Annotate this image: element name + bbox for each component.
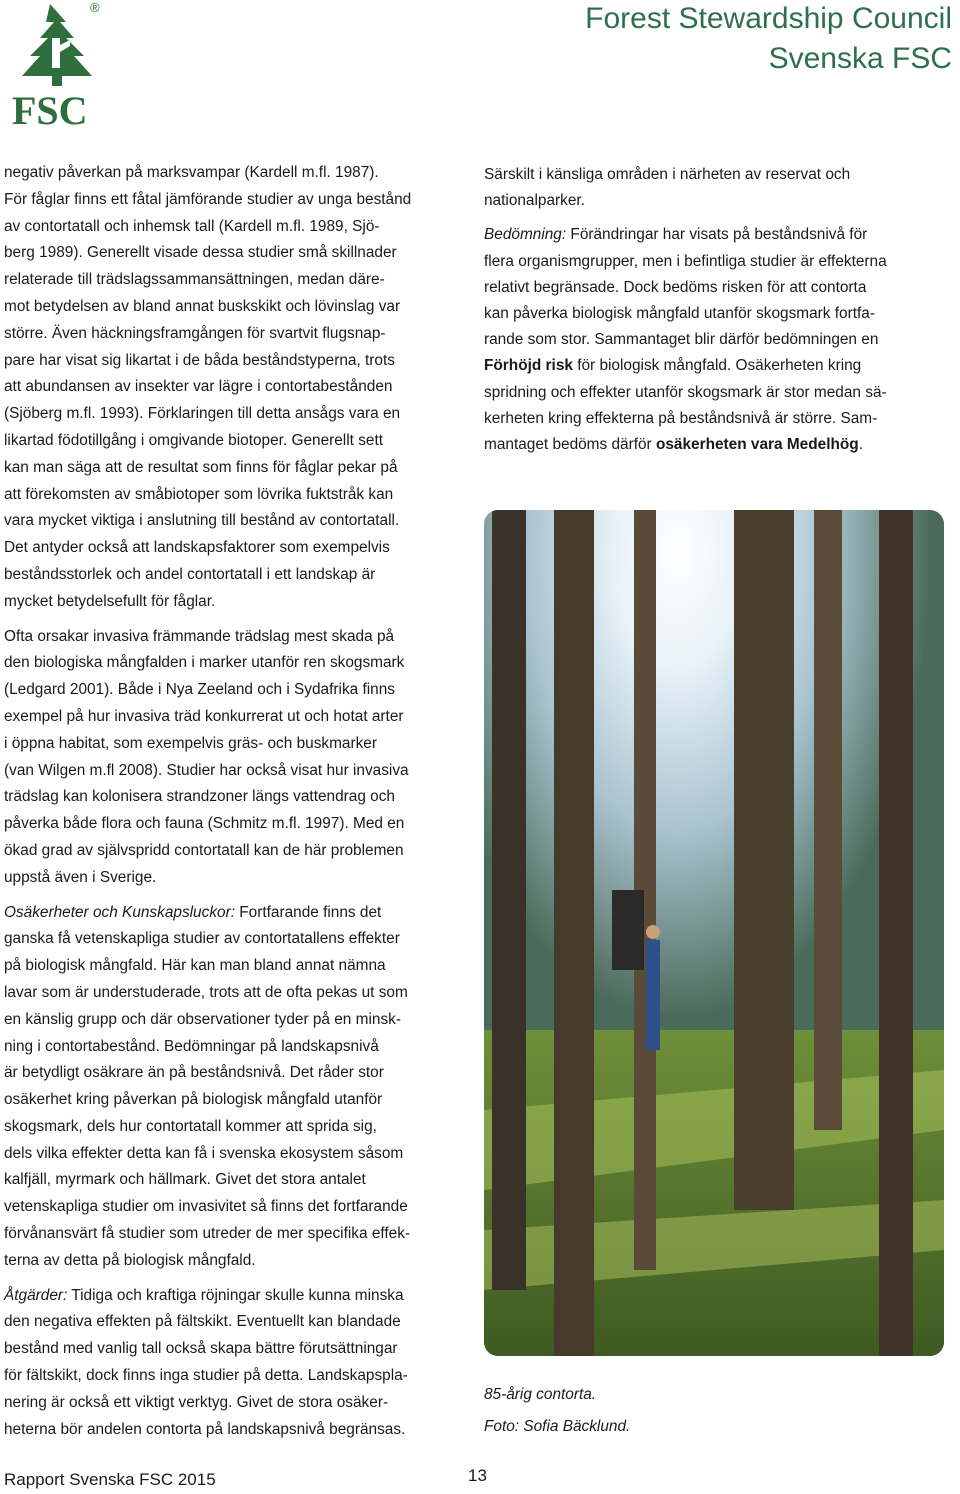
text-line <box>4 535 460 562</box>
text-line <box>4 187 460 214</box>
text-segment: . <box>858 436 863 454</box>
text-line <box>4 214 460 241</box>
text-segment: (Sjöberg m.fl. 1993). Förklaringen till detta ansågs vara en <box>4 405 401 423</box>
text-line <box>4 348 460 375</box>
text-segment: påverka både flora och fauna (Schmitz m.fl. 1997). Med en <box>4 815 405 833</box>
paragraph-gap <box>4 892 460 900</box>
text-segment: relativt begränsade. Dock bedöms risken för att contorta <box>484 278 867 296</box>
text-segment: trädslag kan kolonisera strandzoner längs vattendrag och <box>4 788 395 806</box>
text-segment: uppstå även i Sverige. <box>4 868 157 886</box>
paragraph-gap <box>4 616 460 624</box>
text-segment: skogsmark, dels hur contortatall kommer att sprida sig, <box>4 1117 377 1135</box>
text-segment: spridning och effekter utanför skogsmark är stor medan sä- <box>484 383 887 401</box>
text-line <box>4 1007 460 1034</box>
text-line <box>4 1114 460 1141</box>
text-segment: den biologiska mångfalden i marker utanför ren skogsmark <box>4 654 405 672</box>
text-line <box>484 432 946 458</box>
text-segment: kan påverka biologisk mångfald utanför skogsmark fortfa- <box>484 305 875 323</box>
text-segment: nationalparker. <box>484 192 585 210</box>
text-line <box>4 980 460 1007</box>
italic-label: Osäkerheter och Kunskapsluckor: <box>4 903 235 921</box>
text-segment: vetenskapliga studier om invasivitet så finns det fortfarande <box>4 1198 408 1216</box>
header-subtitle: Svenska FSC <box>768 42 952 75</box>
text-segment: negativ påverkan på marksvampar (Kardell m.fl. 1987). <box>4 164 379 181</box>
text-line <box>4 1167 460 1194</box>
text-segment: (van Wilgen m.fl 2008). Studier har också visat hur invasiva <box>4 761 409 779</box>
text-segment: för fältskikt, dock finns inga studier på detta. Landskapspla- <box>4 1367 408 1385</box>
text-line <box>4 374 460 401</box>
text-segment: på biologisk mångfald. Här kan man bland annat nämna <box>4 957 386 975</box>
text-segment: den negativa effekten på fältskikt. Eventuellt kan blandade <box>4 1313 401 1331</box>
text-line <box>4 1221 460 1248</box>
photo-caption: 85-årig contorta. <box>484 1386 597 1403</box>
text-segment: Ofta orsakar invasiva främmande trädslag mest skada på <box>4 627 395 645</box>
text-line <box>4 562 460 589</box>
text-segment: (Ledgard 2001). Både i Nya Zeeland och i Sydafrika finns <box>4 681 395 699</box>
text-segment: Tidiga och kraftiga röjningar skulle kunna minska <box>67 1286 404 1304</box>
italic-label: Åtgärder: <box>4 1286 68 1304</box>
text-segment: Fortfarande finns det <box>234 903 382 921</box>
text-segment: mot betydelsen av bland annat buskskikt och lövinslag var <box>4 297 401 315</box>
bold-text: osäkerheten vara Medelhög <box>655 436 859 454</box>
text-line <box>4 953 460 980</box>
text-line <box>4 455 460 482</box>
text-line <box>484 188 946 214</box>
text-segment: rande som stor. Sammantaget blir därför bedömningen en <box>484 331 879 349</box>
text-line <box>484 353 946 379</box>
text-segment: nering är också ett viktigt verktyg. Givet de stora osäker- <box>4 1393 389 1411</box>
left-text-column <box>4 160 460 1443</box>
text-segment: för biologisk mångfald. Osäkerheten kring <box>572 357 862 375</box>
text-line <box>484 222 946 248</box>
text-segment: kalfjäll, myrmark och hällmark. Givet det stora antalet <box>4 1171 366 1189</box>
text-line <box>4 160 460 187</box>
text-segment: Förändringar har visats på beståndsnivå för <box>566 226 868 244</box>
text-line <box>4 1363 460 1390</box>
right-text-column <box>484 162 946 458</box>
text-segment: mantaget bedöms därför <box>484 436 656 454</box>
text-line <box>4 508 460 535</box>
text-line <box>4 428 460 455</box>
header-title: Forest Stewardship Council <box>585 2 952 35</box>
text-segment: flera organismgrupper, men i befintliga studier är effekterna <box>484 252 887 270</box>
text-segment: relaterade till trädslagssammansättningen, medan däre- <box>4 271 385 289</box>
text-segment: mycket betydelsefullt för fåglar. <box>4 592 216 610</box>
text-line <box>484 406 946 432</box>
text-segment: ning i contortabestånd. Bedömningar på landskapsnivå <box>4 1037 379 1055</box>
photo-credit: Foto: Sofia Bäcklund. <box>484 1418 631 1435</box>
text-segment: heterna bör andelen contorta på landskapsnivå begränsas. <box>4 1420 406 1438</box>
text-segment: Det antyder också att landskapsfaktorer som exempelvis <box>4 539 390 557</box>
text-segment: likartad födotillgång i omgivande biotoper. Generellt sett <box>4 431 384 449</box>
text-line <box>4 1194 460 1221</box>
text-line <box>4 240 460 267</box>
text-segment: Särskilt i känsliga områden i närheten av reservat och <box>484 166 851 183</box>
text-line <box>484 380 946 406</box>
text-line <box>4 926 460 953</box>
text-segment: ganska få vetenskapliga studier av contortatallens effekter <box>4 930 400 948</box>
text-line <box>4 1309 460 1336</box>
footer-report-name: Rapport Svenska FSC 2015 <box>4 1470 216 1489</box>
text-segment: kan man säga att de resultat som finns för fåglar pekar på <box>4 458 398 476</box>
text-line <box>4 589 460 616</box>
text-segment: bestånd med vanlig tall också skapa bättre förutsättningar <box>4 1340 398 1358</box>
text-line <box>4 624 460 651</box>
text-segment: berg 1989). Generellt visade dessa studier små skillnader <box>4 244 397 262</box>
text-segment: kerheten kring effekterna på beståndsnivå är större. Sam- <box>484 409 878 427</box>
italic-label: Bedömning: <box>484 226 567 244</box>
text-line <box>4 267 460 294</box>
text-line <box>4 1034 460 1061</box>
text-segment: osäkerhet kring påverkan på biologisk mångfald utanför <box>4 1091 383 1109</box>
text-line <box>484 301 946 327</box>
bold-text: Förhöjd risk <box>484 357 573 375</box>
text-line <box>4 650 460 677</box>
text-line <box>484 249 946 275</box>
text-line <box>4 1336 460 1363</box>
text-line <box>4 1087 460 1114</box>
text-segment: av contortatall och inhemsk tall (Kardell m.fl. 1989, Sjö- <box>4 217 380 235</box>
text-line <box>4 482 460 509</box>
text-line <box>4 838 460 865</box>
text-line <box>4 731 460 758</box>
text-line <box>4 865 460 892</box>
text-segment: vara mycket viktiga i anslutning till bestånd av contortatall. <box>4 512 400 530</box>
text-line <box>4 758 460 785</box>
text-segment: är betydligt osäkrare än på beståndsnivå. Det råder stor <box>4 1064 384 1082</box>
text-line <box>4 677 460 704</box>
text-line <box>4 784 460 811</box>
text-segment: dels vilka effekter detta kan få i svenska ekosystem såsom <box>4 1144 404 1162</box>
text-segment: exempel på hur invasiva träd konkurrerat ut och hotat arter <box>4 707 404 725</box>
text-segment: en känslig grupp och där observationer tyder på en minsk- <box>4 1010 401 1028</box>
text-line <box>4 1283 460 1310</box>
text-segment: terna av detta på biologisk mångfald. <box>4 1251 256 1269</box>
text-segment: större. Även häckningsframgången för svartvit flugsnap- <box>4 324 386 342</box>
text-line <box>4 1390 460 1417</box>
text-line <box>4 401 460 428</box>
text-line <box>4 704 460 731</box>
paragraph-gap <box>484 214 946 222</box>
page-number: 13 <box>468 1466 487 1485</box>
text-segment: att abundansen av insekter var lägre i contortabestånden <box>4 378 393 396</box>
text-line <box>4 1417 460 1444</box>
registered-mark: ® <box>90 0 100 15</box>
text-segment: i öppna habitat, som exempelvis gräs- och buskmarker <box>4 734 377 752</box>
forest-photo-illustration <box>484 510 944 1356</box>
text-line <box>484 327 946 353</box>
text-line <box>484 162 946 188</box>
text-line <box>484 275 946 301</box>
fsc-tree-logo-icon <box>4 2 108 130</box>
text-segment: ökad grad av självspridd contortatall kan de här problemen <box>4 841 404 859</box>
text-line <box>4 811 460 838</box>
text-segment: beståndsstorlek och andel contortatall i ett landskap är <box>4 565 376 583</box>
logo-text: FSC <box>12 88 88 130</box>
text-line <box>4 294 460 321</box>
text-segment: att förekomsten av småbiotoper som lövrika fuktstråk kan <box>4 485 394 503</box>
text-segment: pare har visat sig likartat i de båda beståndstyperna, trots <box>4 351 395 369</box>
text-segment: förvånansvärt få studier som utreder de mer specifika effek- <box>4 1225 411 1243</box>
text-segment: För fåglar finns ett fåtal jämförande studier av unga bestånd <box>4 190 412 208</box>
text-line <box>4 900 460 927</box>
text-line <box>4 321 460 348</box>
forest-photo <box>484 510 944 1356</box>
text-line <box>4 1248 460 1275</box>
text-line <box>4 1141 460 1168</box>
paragraph-gap <box>4 1275 460 1283</box>
text-segment: lavar som är understuderade, trots att de ofta pekas ut som <box>4 983 408 1001</box>
fsc-logo <box>4 2 108 130</box>
text-line <box>4 1060 460 1087</box>
